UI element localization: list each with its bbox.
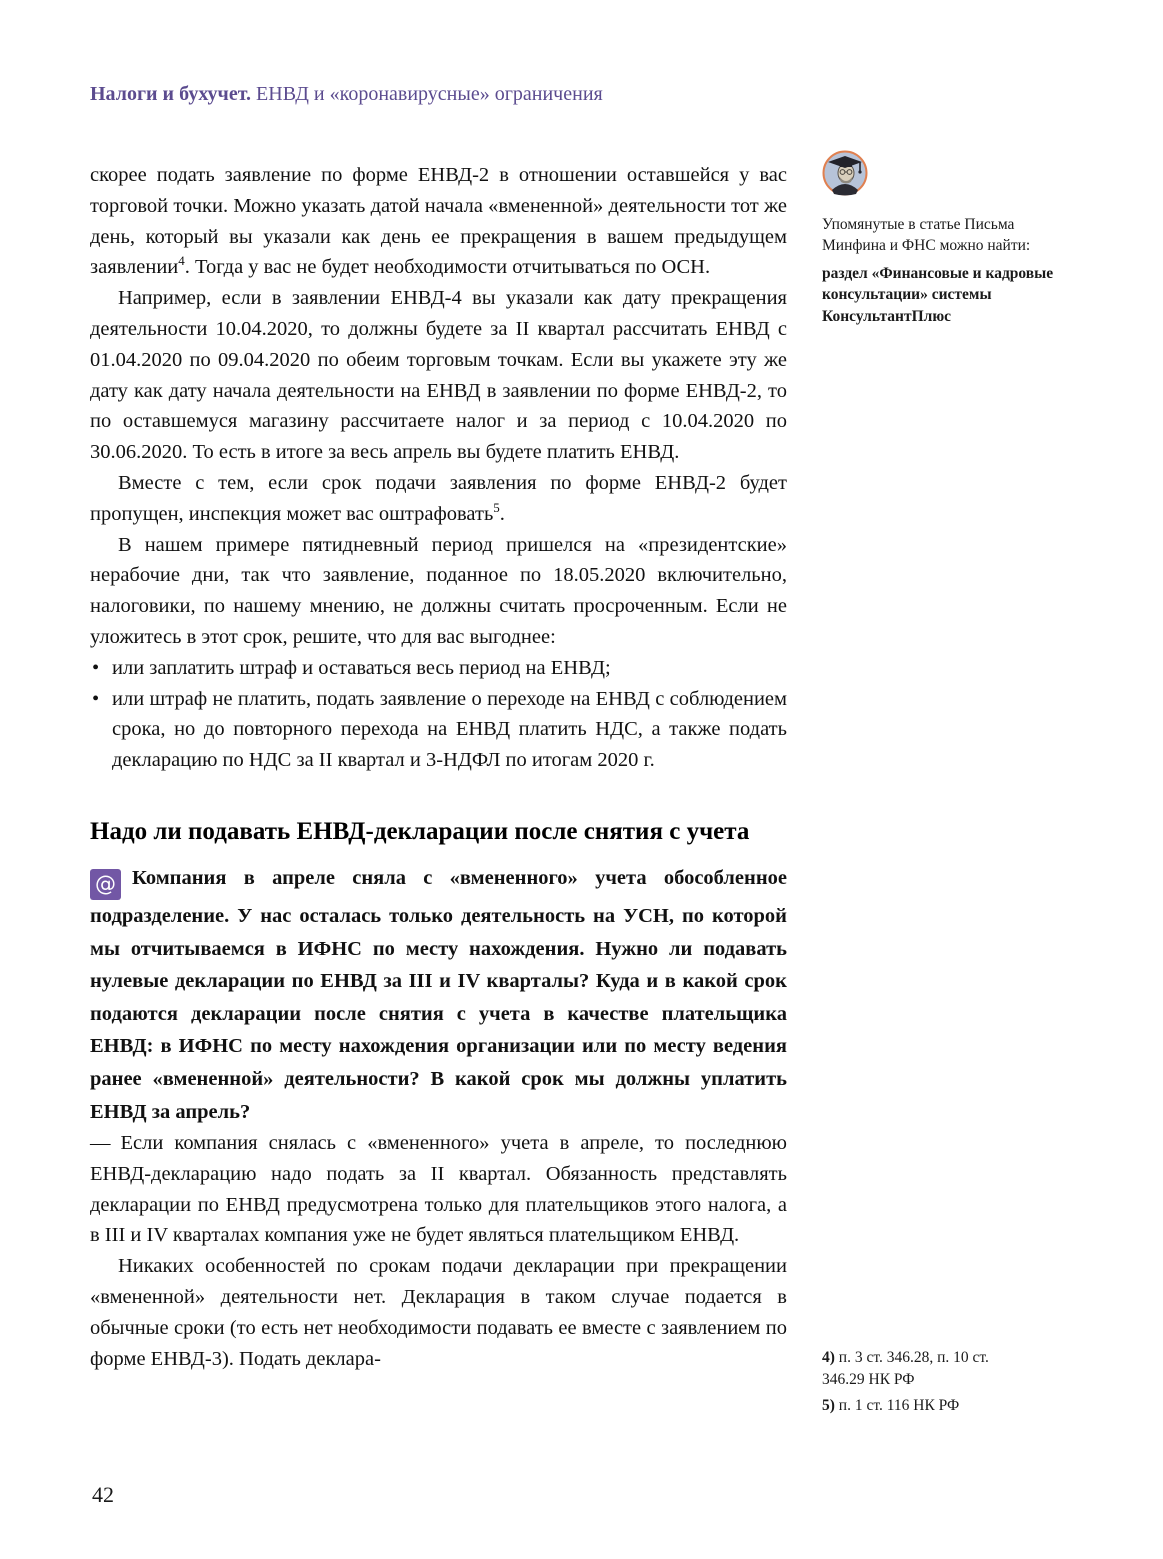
paragraph-example: Например, если в заявлении ЕНВД-4 вы указали как дату прекращения деятельности 10.04.2020, то должны будете за II квартал рассчитать ЕНВД с 01.04.2020 по 09.04.2020 по обеим торговым точкам. Если вы укажете эту же дату как дату начала деятельности на ЕНВД в заявлении по форме ЕНВД-2, то по оставшемуся магазину рассчитаете налог и за период с 10.04.2020 по 30.06.2020. То есть в итоге за весь апрель вы будете платить ЕНВД.	[90, 287, 787, 464]
footnotes	[822, 1347, 1032, 1422]
options-list	[90, 653, 787, 776]
margin-note	[822, 150, 1074, 327]
consultant-plus-scholar-icon	[822, 150, 868, 196]
footnote-number: 5)	[822, 1397, 835, 1414]
margin-note-reference: раздел «Финансовые и кадровые консультации» системы КонсультантПлюс	[822, 264, 1054, 325]
paragraph-deadline: В нашем примере пятидневный период пришелся на «президентские» нерабочие дни, так что заявление, поданное по 18.05.2020 включительно, налоговики, по нашему мнению, не должны считать просроченным. Если не уложитесь в этот срок, решите, что для вас выгоднее:	[90, 533, 787, 648]
margin-note-text: Упомянутые в статье Письма Минфина и ФНС можно найти:	[822, 215, 1031, 254]
footnote-ref-4: 4	[178, 253, 185, 269]
reader-question: @ Компания в апреле сняла с «вмененного» учета обособленное подразделение. У нас осталась только деятельность на УСН, по которой мы отчитываемся в ИФНС по месту нахождения. Нужно ли подавать нулевые декларации по ЕНВД за III и IV кварталы? Куда и в какой срок подаются декларации после снятия с учета в качестве плательщика ЕНВД: в ИФНС по месту нахождения организации или по месту ведения ранее «вмененной» деятельности? В какой срок мы должны уплатить ЕНВД за апрель?	[90, 866, 787, 1123]
at-question-icon: @	[90, 869, 121, 900]
footnote-4: 4) п. 3 ст. 346.28, п. 10 ст. 346.29 НК РФ	[822, 1349, 989, 1388]
footnote-5: 5) п. 1 ст. 116 НК РФ	[822, 1397, 960, 1414]
paragraph-penalty: Вместе с тем, если срок подачи заявления по форме ЕНВД-2 будет пропущен, инспекция может вас оштрафовать$^5$.	[90, 471, 787, 525]
article-body	[90, 160, 787, 1374]
paragraph-continuation: скорее подать заявление по форме ЕНВД-2 в отношении оставшейся у вас торговой точки. Можно указать датой начала «вмененной» деятельности тот же день, который вы указали как день ее прекращения в вашем предыдущем заявлении$^4$. Тогда у вас не будет необходимости отчитываться по ОСН.	[90, 164, 787, 279]
article-topic: ЕНВД и «коронавирусные» ограничения	[256, 83, 603, 105]
answer-dash: —	[90, 1132, 111, 1155]
answer-paragraph: — Если компания снялась с «вмененного» учета в апреле, то последнюю ЕНВД-декларацию надо подать за II квартал. Обязанность представлять декларации по ЕНВД предусмотрена только для плательщиков этого налога, а в III и IV кварталах компания уже не будет являться плательщиком ЕНВД.	[90, 1132, 787, 1247]
rubric-title: Налоги и бухучет.	[90, 83, 252, 105]
footnote-number: 4)	[822, 1349, 835, 1366]
answer-paragraph: Никаких особенностей по срокам подачи декларации при прекращении «вмененной» деятельности нет. Декларация в таком случае подается в обычные сроки (то есть нет необходимости подавать ее вместе с заявлением по форме ЕНВД-3). Подать деклара-	[90, 1255, 787, 1370]
section-heading: Надо ли подавать ЕНВД-декларации после снятия с учета	[90, 817, 750, 845]
footnote-ref-5: 5	[493, 499, 500, 515]
list-item: • или заплатить штраф и оставаться весь период на ЕНВД;	[90, 653, 787, 684]
list-item: • или штраф не платить, подать заявление о переходе на ЕНВД с соблюдением срока, но до повторного перехода на ЕНВД платить НДС, а также подать декларацию по НДС за II квартал и 3-НДФЛ по итогам 2020 г.	[90, 684, 787, 776]
running-header	[90, 83, 810, 106]
page-number: 42	[92, 1482, 114, 1507]
